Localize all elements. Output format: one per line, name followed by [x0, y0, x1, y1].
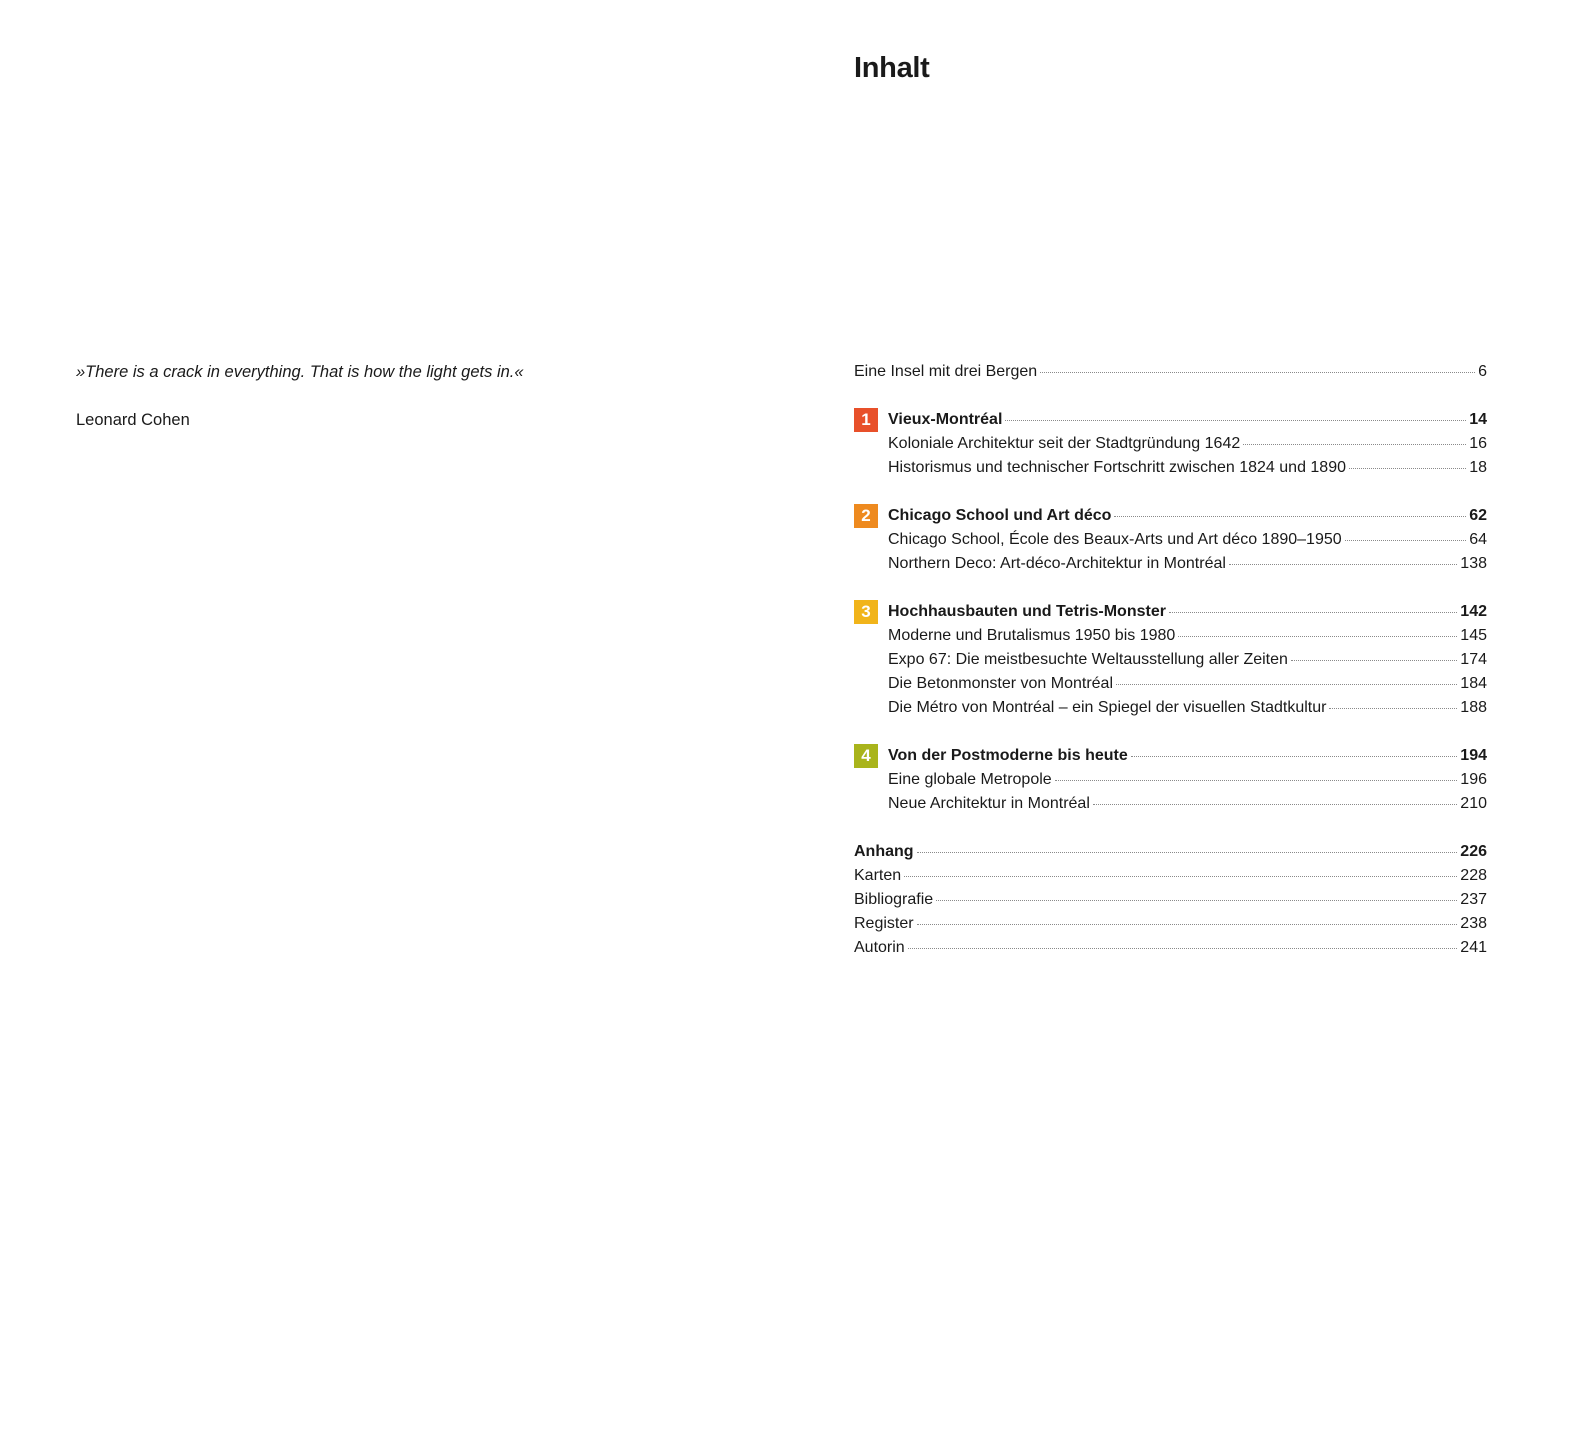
- toc-section[interactable]: [854, 771, 1487, 795]
- toc-appendix-item-page: 237: [1460, 891, 1487, 908]
- toc-section[interactable]: [854, 627, 1487, 651]
- toc-appendix-item-page: 241: [1460, 939, 1487, 956]
- toc-appendix-item-page: 238: [1460, 915, 1487, 932]
- toc-section[interactable]: [854, 651, 1487, 675]
- toc-appendix-item[interactable]: [854, 939, 1487, 963]
- table-of-contents: [854, 363, 1487, 963]
- toc-entry-intro[interactable]: [854, 363, 1487, 387]
- toc-entry-page: 6: [1478, 363, 1487, 380]
- toc-section-page: 210: [1460, 795, 1487, 812]
- toc-chapter-title: Von der Postmoderne bis heute: [888, 747, 1128, 764]
- toc-section[interactable]: [854, 555, 1487, 579]
- chapter-number-badge: 3: [854, 600, 878, 624]
- chapter-number-badge: 2: [854, 504, 878, 528]
- leader-dots: [936, 900, 1457, 901]
- toc-section[interactable]: [854, 795, 1487, 819]
- toc-section-label: Historismus und technischer Fortschritt zwischen 1824 und 1890: [888, 459, 1346, 476]
- leader-dots: [1329, 708, 1457, 709]
- epigraph-quote: »There is a crack in everything. That is how the light gets in.«: [76, 363, 524, 381]
- right-page: [790, 0, 1583, 1447]
- leader-dots: [904, 876, 1457, 877]
- toc-chapter-1[interactable]: [854, 411, 1487, 435]
- toc-appendix-item-label: Karten: [854, 867, 902, 884]
- toc-section[interactable]: [854, 531, 1487, 555]
- toc-section[interactable]: [854, 675, 1487, 699]
- chapter-number-badge: 1: [854, 408, 878, 432]
- leader-dots: [1093, 804, 1457, 805]
- toc-appendix-item[interactable]: [854, 915, 1487, 939]
- leader-dots: [1040, 372, 1475, 373]
- toc-entry-label: Eine Insel mit drei Bergen: [854, 363, 1038, 380]
- leader-dots: [1178, 636, 1457, 637]
- toc-section-label: Neue Architektur in Montréal: [888, 795, 1090, 812]
- toc-chapter-2[interactable]: [854, 507, 1487, 531]
- toc-section[interactable]: [854, 459, 1487, 483]
- toc-section-label: Die Betonmonster von Montréal: [888, 675, 1113, 692]
- toc-chapter-page: 14: [1469, 411, 1487, 428]
- toc-chapter-page: 142: [1460, 603, 1487, 620]
- leader-dots: [1114, 516, 1466, 517]
- toc-section-label: Die Métro von Montréal – ein Spiegel der visuellen Stadtkultur: [888, 699, 1327, 716]
- toc-chapter-title: Chicago School und Art déco: [888, 507, 1112, 524]
- toc-section[interactable]: [854, 699, 1487, 723]
- toc-section-page: 196: [1460, 771, 1487, 788]
- leader-dots: [1243, 444, 1466, 445]
- toc-title: Inhalt: [854, 52, 930, 84]
- toc-section-page: 18: [1469, 459, 1487, 476]
- toc-chapter-title: Vieux-Montréal: [888, 411, 1003, 428]
- toc-chapter-page: 62: [1469, 507, 1487, 524]
- toc-chapter-page: 194: [1460, 747, 1487, 764]
- epigraph-author: Leonard Cohen: [76, 411, 190, 429]
- toc-appendix-title: Anhang: [854, 843, 914, 860]
- toc-chapter-4[interactable]: [854, 747, 1487, 771]
- leader-dots: [1116, 684, 1457, 685]
- toc-section-page: 174: [1460, 651, 1487, 668]
- toc-appendix-item[interactable]: [854, 867, 1487, 891]
- leader-dots: [1131, 756, 1458, 757]
- toc-section-page: 16: [1469, 435, 1487, 452]
- toc-section-page: 188: [1460, 699, 1487, 716]
- leader-dots: [1345, 540, 1467, 541]
- toc-section-label: Eine globale Metropole: [888, 771, 1052, 788]
- leader-dots: [1169, 612, 1457, 613]
- toc-section-label: Koloniale Architektur seit der Stadtgründung 1642: [888, 435, 1241, 452]
- toc-appendix-item-label: Autorin: [854, 939, 905, 956]
- leader-dots: [917, 924, 1458, 925]
- leader-dots: [1005, 420, 1466, 421]
- leader-dots: [1349, 468, 1466, 469]
- leader-dots: [1055, 780, 1458, 781]
- toc-chapter-title: Hochhausbauten und Tetris-Monster: [888, 603, 1166, 620]
- leader-dots: [1291, 660, 1457, 661]
- toc-appendix-item-label: Bibliografie: [854, 891, 934, 908]
- leader-dots: [917, 852, 1458, 853]
- leader-dots: [908, 948, 1458, 949]
- toc-section-label: Expo 67: Die meistbesuchte Weltausstellung aller Zeiten: [888, 651, 1288, 668]
- toc-section-label: Northern Deco: Art-déco-Architektur in Montréal: [888, 555, 1226, 572]
- toc-section-page: 145: [1460, 627, 1487, 644]
- toc-section-page: 64: [1469, 531, 1487, 548]
- toc-section-label: Moderne und Brutalismus 1950 bis 1980: [888, 627, 1176, 644]
- left-page: [0, 0, 790, 1447]
- toc-appendix-item[interactable]: [854, 891, 1487, 915]
- toc-section-label: Chicago School, École des Beaux-Arts und Art déco 1890–1950: [888, 531, 1342, 548]
- toc-appendix[interactable]: [854, 843, 1487, 867]
- toc-appendix-item-label: Register: [854, 915, 914, 932]
- toc-appendix-item-page: 228: [1460, 867, 1487, 884]
- chapter-number-badge: 4: [854, 744, 878, 768]
- leader-dots: [1229, 564, 1457, 565]
- toc-section-page: 138: [1460, 555, 1487, 572]
- toc-chapter-3[interactable]: [854, 603, 1487, 627]
- toc-section[interactable]: [854, 435, 1487, 459]
- toc-appendix-page: 226: [1460, 843, 1487, 860]
- toc-section-page: 184: [1460, 675, 1487, 692]
